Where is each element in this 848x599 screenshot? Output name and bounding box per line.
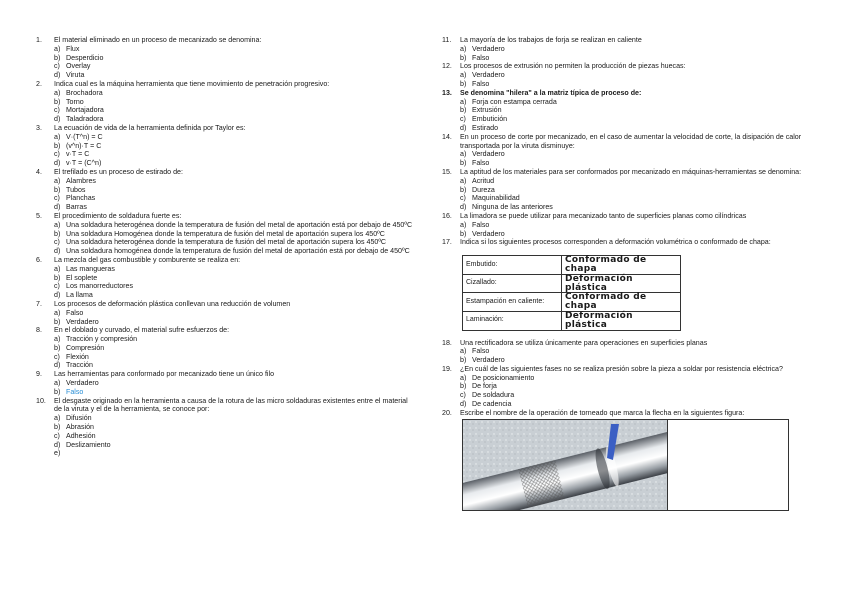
question-number: 4. [36, 167, 42, 176]
option-text: Abrasión [66, 423, 94, 432]
answer-option [36, 106, 416, 115]
option-letter: a) [460, 71, 467, 80]
table-row [463, 256, 681, 275]
answer-option [36, 388, 416, 397]
option-letter: d) [460, 203, 467, 212]
option-letter: c) [460, 115, 466, 124]
option-letter: d) [54, 291, 61, 300]
option-text: Ninguna de las anteriores [472, 203, 553, 212]
answer-option [36, 414, 416, 423]
option-text: Mortajadora [66, 106, 104, 115]
option-letter: d) [54, 203, 61, 212]
question-text: La ecuación de vida de la herramienta definida por Taylor es: [54, 123, 246, 132]
answer-option [36, 89, 416, 98]
option-letter: d) [54, 361, 61, 370]
answer-option [36, 379, 416, 388]
answer-option [442, 115, 814, 124]
option-letter: b) [54, 273, 61, 282]
option-letter: b) [460, 159, 467, 168]
answer-option [36, 309, 416, 318]
option-letter: b) [54, 229, 61, 238]
question [442, 365, 814, 374]
option-letter: c) [54, 106, 60, 115]
answer-option [442, 400, 814, 409]
option-text: Barras [66, 203, 87, 212]
answer-option [442, 203, 814, 212]
option-text: Una soldadura Homogénea donde la temperatura de fusión del metal de aportación supera los 450ºC [66, 229, 385, 238]
question [36, 124, 416, 133]
question-number: 19. [442, 364, 452, 373]
answer-option [442, 356, 814, 365]
answer-option [442, 54, 814, 63]
question-number: 18. [442, 338, 452, 347]
question [36, 36, 416, 45]
answer-option [36, 441, 416, 450]
option-letter: a) [460, 347, 467, 356]
question-text: Una rectificadora se utiliza únicamente para operaciones en superficies planas [460, 338, 708, 347]
answer-option [442, 159, 814, 168]
answer-option [442, 186, 814, 195]
answer-option [442, 150, 814, 159]
question-text: Las herramientas para conformado por mecanizado tiene un único filo [54, 370, 275, 379]
question [36, 326, 416, 335]
question-text: Los procesos de deformación plástica conllevan una reducción de volumen [54, 299, 291, 308]
option-text: Adhesión [66, 431, 96, 440]
option-letter: a) [460, 373, 467, 382]
option-text: Brochadora [66, 88, 103, 97]
question-number: 13. [442, 88, 452, 97]
question [442, 62, 814, 71]
option-text: Tracción [66, 361, 93, 370]
option-letter: a) [54, 335, 61, 344]
answer-cell: Deformación plástica [562, 274, 681, 293]
process-cell: Estampación en caliente: [463, 293, 562, 312]
question-text: Los procesos de extrusión no permiten la producción de piezas huecas: [460, 62, 686, 71]
option-letter: a) [54, 308, 61, 317]
option-letter: a) [54, 379, 61, 388]
option-text: Compresión [66, 343, 105, 352]
answer-option [36, 221, 416, 230]
option-letter: c) [54, 194, 60, 203]
option-letter: d) [54, 159, 61, 168]
answer-option [442, 194, 814, 203]
process-cell: Cizallado: [463, 274, 562, 293]
option-letter: b) [460, 356, 467, 365]
table-row [463, 274, 681, 293]
question [442, 409, 814, 418]
answer-option [36, 282, 416, 291]
question-number: 20. [442, 408, 452, 417]
question [442, 339, 814, 348]
option-letter: c) [54, 431, 60, 440]
option-text: Verdadero [472, 44, 505, 53]
answer-option [442, 382, 814, 391]
question-text: En un proceso de corte por mecanizado, en el caso de aumentar la velocidad de corte, la disipación de calor transportada por la viruta disminuye: [460, 132, 802, 150]
answer-option [442, 45, 814, 54]
answer-option [36, 265, 416, 274]
option-letter: c) [54, 238, 60, 247]
question-number: 11. [442, 36, 452, 44]
option-letter: a) [54, 220, 61, 229]
option-letter: c) [54, 150, 60, 159]
option-letter: c) [54, 62, 60, 71]
question [442, 238, 814, 247]
answer-option [442, 106, 814, 115]
option-text: Tracción y compresión [66, 335, 138, 344]
option-text: Tubos [66, 185, 86, 194]
answer-option [442, 177, 814, 186]
option-letter: a) [54, 132, 61, 141]
option-text: Flux [66, 44, 80, 53]
answer-option [36, 247, 416, 256]
option-letter: c) [54, 282, 60, 291]
classification-table [462, 255, 681, 330]
question-text: En el doblado y curvado, el material sufre esfuerzos de: [54, 326, 230, 335]
question [36, 80, 416, 89]
table-row [463, 293, 681, 312]
question-text: La limadora se puede utilizar para mecanizado tanto de superficies planas como cilíndricas [460, 211, 747, 220]
process-cell: Embutido: [463, 256, 562, 275]
answer-cell: Conformado de chapa [562, 293, 681, 312]
answer-option [36, 318, 416, 327]
option-text: El soplete [66, 273, 98, 282]
option-letter: a) [54, 264, 61, 273]
question-text: La aptitud de los materiales para ser conformados por mecanizado en máquinas-herramientas se denomina: [460, 167, 802, 176]
question-text: La mezcla del gas combustible y comburente se realiza en: [54, 255, 241, 264]
option-letter: a) [54, 176, 61, 185]
option-letter: d) [54, 115, 61, 124]
answer-option [36, 353, 416, 362]
answer-option [36, 194, 416, 203]
option-letter: b) [54, 53, 61, 62]
option-text: Falso [66, 387, 84, 396]
answer-option [36, 238, 416, 247]
option-letter: b) [460, 53, 467, 62]
process-cell: Laminación: [463, 311, 562, 330]
answer-option [442, 230, 814, 239]
answer-option [442, 221, 814, 230]
option-text: Falso [472, 220, 490, 229]
question-number: 5. [36, 211, 42, 220]
option-letter: b) [460, 229, 467, 238]
option-letter: e) [54, 449, 61, 458]
option-letter: a) [460, 220, 467, 229]
question-number: 15. [442, 167, 452, 176]
option-letter: b) [460, 106, 467, 115]
option-text: Falso [472, 79, 490, 88]
option-text: Verdadero [66, 379, 99, 388]
option-text: Difusión [66, 414, 92, 423]
question-text: El desgaste originado en la herramienta a causa de la rotura de las micro soldaduras existentes entre el material de la viruta y el de la herramienta, se conoce por: [54, 396, 408, 414]
option-text: Maquinabilidad [472, 194, 520, 203]
option-text: Falso [66, 308, 84, 317]
question [36, 300, 416, 309]
option-text: Planchas [66, 194, 96, 203]
option-text: Verdadero [472, 229, 505, 238]
option-text: De soldadura [472, 391, 515, 400]
answer-option [36, 133, 416, 142]
option-letter: c) [460, 391, 466, 400]
answer-option [36, 98, 416, 107]
option-letter: a) [460, 97, 467, 106]
answer-option [36, 71, 416, 80]
option-letter: c) [460, 194, 466, 203]
question [442, 89, 814, 98]
right-column [442, 36, 814, 511]
answer-option [442, 391, 814, 400]
option-letter: a) [54, 414, 61, 423]
option-text: Forja con estampa cerrada [472, 97, 557, 106]
option-letter: a) [460, 176, 467, 185]
answer-option [36, 150, 416, 159]
answer-option [36, 45, 416, 54]
option-text: (v^n)·T = C [66, 141, 102, 150]
option-letter: b) [54, 343, 61, 352]
question [36, 168, 416, 177]
question-number: 14. [442, 132, 452, 141]
option-text: Una soldadura heterogénea donde la temperatura de fusión del metal de aportación está por debajo de 450ºC [66, 220, 413, 229]
question-number: 10. [36, 396, 46, 405]
question-number: 6. [36, 255, 42, 264]
option-letter: a) [460, 44, 467, 53]
option-letter: d) [460, 400, 467, 409]
left-column [36, 36, 416, 458]
question [442, 36, 814, 45]
question-number: 2. [36, 79, 42, 88]
answer-option [36, 449, 416, 458]
question-number: 17. [442, 238, 452, 247]
option-text: Overlay [66, 62, 91, 71]
answer-option [36, 432, 416, 441]
figure-frame [462, 419, 814, 511]
answer-option [36, 142, 416, 151]
question-text: Indica si los siguientes procesos corresponden a deformación volumétrica o conformado de chapa: [460, 238, 771, 247]
table-row [463, 311, 681, 330]
option-text: Acritud [472, 176, 495, 185]
option-text: V·(T^n) = C [66, 132, 103, 141]
answer-option [36, 335, 416, 344]
option-text: Desperdicio [66, 53, 104, 62]
answer-option [36, 344, 416, 353]
answer-option [442, 374, 814, 383]
question-text: ¿En cuál de las siguientes fases no se realiza presión sobre la pieza a soldar por resistencia eléctrica? [460, 364, 783, 373]
option-text: Verdadero [472, 71, 505, 80]
question-text: Escribe el nombre de la operación de torneado que marca la flecha en la siguientes figura: [460, 408, 745, 417]
question-text: Indica cual es la máquina herramienta que tiene movimiento de penetración progresivo: [54, 79, 330, 88]
question [442, 168, 814, 177]
answer-option [36, 274, 416, 283]
option-text: Extrusión [472, 106, 502, 115]
answer-option [36, 203, 416, 212]
option-letter: b) [54, 97, 61, 106]
question-text: El material eliminado en un proceso de mecanizado se denomina: [54, 36, 262, 44]
option-text: Los manorreductores [66, 282, 134, 291]
option-text: La llama [66, 291, 93, 300]
answer-option [36, 159, 416, 168]
option-text: Una soldadura homogénea donde la temperatura de fusión del metal de aportación está por debajo de 450ºC [66, 247, 410, 256]
turning-figure [462, 419, 668, 511]
option-letter: a) [460, 150, 467, 159]
option-letter: a) [54, 44, 61, 53]
option-letter: b) [54, 185, 61, 194]
answer-option [36, 62, 416, 71]
question [442, 212, 814, 221]
question-text: El trefilado es un proceso de estirado de: [54, 167, 183, 176]
option-letter: b) [460, 79, 467, 88]
answer-option [36, 115, 416, 124]
option-letter: d) [54, 247, 61, 256]
option-text: Falso [472, 347, 490, 356]
question-number: 8. [36, 326, 42, 335]
answer-option [442, 98, 814, 107]
question-text: Se denomina "hilera" a la matriz típica de proceso de: [460, 88, 642, 97]
question-text: El procedimiento de soldadura fuerte es: [54, 211, 182, 220]
option-text: Las mangueras [66, 264, 115, 273]
option-text: Embutición [472, 115, 508, 124]
question [36, 212, 416, 221]
option-text: Viruta [66, 71, 85, 80]
answer-option [442, 80, 814, 89]
answer-option [36, 177, 416, 186]
option-text: v·T = (C^n) [66, 159, 102, 168]
option-text: Una soldadura heterogénea donde la temperatura de fusión del metal de aportación supera los 450ºC [66, 238, 387, 247]
question-number: 16. [442, 211, 452, 220]
option-text: De posicionamiento [472, 373, 535, 382]
question-number: 9. [36, 370, 42, 379]
option-text: Verdadero [472, 150, 505, 159]
question [36, 256, 416, 265]
right-questions-block [442, 36, 814, 247]
right-questions-block-2 [442, 339, 814, 418]
option-letter: c) [54, 352, 60, 361]
answer-option [36, 186, 416, 195]
option-text: Verdadero [472, 356, 505, 365]
option-text: Dureza [472, 185, 495, 194]
option-letter: b) [460, 185, 467, 194]
option-letter: b) [460, 382, 467, 391]
option-text: Taladradora [66, 115, 104, 124]
question [36, 397, 416, 415]
option-text: v·T = C [66, 150, 90, 159]
answer-cell: Deformación plástica [562, 311, 681, 330]
answer-option [442, 347, 814, 356]
option-text: Verdadero [66, 317, 99, 326]
option-letter: d) [54, 440, 61, 449]
option-letter: b) [54, 387, 61, 396]
option-text: Alambres [66, 176, 96, 185]
answer-option [36, 291, 416, 300]
option-text [66, 449, 416, 458]
answer-option [442, 124, 814, 133]
question-number: 1. [36, 36, 42, 44]
question [36, 370, 416, 379]
option-letter: a) [54, 88, 61, 97]
answer-option [36, 230, 416, 239]
question-number: 3. [36, 123, 42, 132]
answer-option [36, 54, 416, 63]
option-text: Torno [66, 97, 84, 106]
option-text: Flexión [66, 352, 89, 361]
option-text: Estirado [472, 123, 499, 132]
question-number: 12. [442, 62, 452, 71]
option-text: De forja [472, 382, 497, 391]
option-letter: d) [54, 71, 61, 80]
question-text: La mayoría de los trabajos de forja se realizan en caliente [460, 36, 642, 44]
option-text: Falso [472, 53, 490, 62]
option-text: Falso [472, 159, 490, 168]
option-letter: b) [54, 141, 61, 150]
option-text: De cadencia [472, 400, 512, 409]
question [442, 133, 814, 151]
option-text: Deslizamiento [66, 440, 111, 449]
option-letter: b) [54, 317, 61, 326]
answer-option [36, 361, 416, 370]
answer-option [442, 71, 814, 80]
answer-box[interactable] [668, 419, 789, 511]
option-letter: d) [460, 123, 467, 132]
question-number: 7. [36, 299, 42, 308]
answer-cell: Conformado de chapa [562, 256, 681, 275]
option-letter: b) [54, 423, 61, 432]
answer-option [36, 423, 416, 432]
